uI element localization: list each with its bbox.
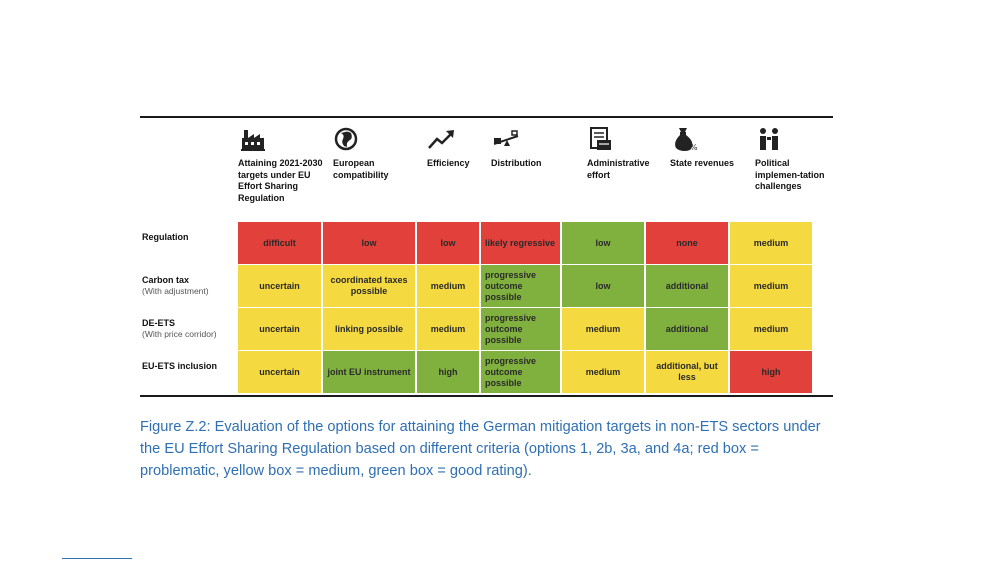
rating-cell: medium <box>562 308 644 350</box>
row-label-sub: (With adjustment) <box>142 286 209 296</box>
rating-cell: additional <box>646 265 728 307</box>
column-header <box>587 118 670 222</box>
rating-cell: low <box>562 222 644 264</box>
rating-cell: difficult <box>238 222 321 264</box>
column-label: Efficiency <box>427 158 470 168</box>
row-label-sub: (With price corridor) <box>142 329 217 339</box>
svg-text:%: % <box>690 143 698 152</box>
table-row <box>140 351 833 393</box>
column-header <box>670 118 755 222</box>
table-row <box>140 308 833 350</box>
people-icon <box>755 126 785 152</box>
row-label-main: EU-ETS inclusion <box>142 361 218 371</box>
rating-cell: medium <box>417 308 479 350</box>
rating-cell: joint EU instrument <box>323 351 415 393</box>
trend-up-icon <box>427 126 457 152</box>
rating-cell: likely regressive <box>481 222 560 264</box>
rating-cell: uncertain <box>238 308 321 350</box>
figure-caption: Figure Z.2: Evaluation of the options for attaining the German mitigation targets in non-ETS sectors under the EU Effort Sharing Regulation based on different criteria (options 1, 2b, 3a, and 4a; red box = problematic, yellow box = medium, green box = good rating). <box>140 419 821 479</box>
column-label: Distribution <box>491 158 542 168</box>
footnote-rule <box>62 558 132 559</box>
table-body <box>140 222 833 393</box>
column-header <box>491 118 587 222</box>
rating-cell: progressive outcome possible <box>481 308 560 350</box>
rating-cell: medium <box>730 222 812 264</box>
money-bag-icon <box>670 126 700 152</box>
rating-cell: uncertain <box>238 351 321 393</box>
column-header <box>755 118 833 222</box>
rating-cell: progressive outcome possible <box>481 351 560 393</box>
rating-cell: coordinated taxes possible <box>323 265 415 307</box>
rating-cell: uncertain <box>238 265 321 307</box>
rating-cell: low <box>417 222 479 264</box>
row-label-main: DE-ETS <box>142 318 176 328</box>
table-row <box>140 222 833 264</box>
bottom-rule <box>140 395 833 397</box>
rating-cell: low <box>562 265 644 307</box>
rating-cell: linking possible <box>323 308 415 350</box>
column-header <box>333 118 427 222</box>
rating-cell: none <box>646 222 728 264</box>
rating-cell: high <box>417 351 479 393</box>
rating-cell: medium <box>730 265 812 307</box>
row-label-main: Regulation <box>142 232 189 242</box>
table-row <box>140 265 833 307</box>
rating-cell: medium <box>730 308 812 350</box>
column-label: Political implemen-tation challenges <box>755 158 825 191</box>
column-label: Administrative effort <box>587 158 650 180</box>
row-label-main: Carbon tax <box>142 275 190 285</box>
row-label <box>140 265 238 307</box>
rating-cell: low <box>323 222 415 264</box>
factory-icon <box>238 126 268 152</box>
column-label: European compatibility <box>333 158 389 180</box>
column-header <box>238 118 333 222</box>
globe-icon <box>333 126 363 152</box>
row-label <box>140 308 238 350</box>
row-label <box>140 222 238 264</box>
rating-cell: high <box>730 351 812 393</box>
column-header <box>427 118 491 222</box>
column-label: State revenues <box>670 158 735 168</box>
rating-cell: medium <box>562 351 644 393</box>
column-label: Attaining 2021-2030 targets under EU Effort Sharing Regulation <box>238 158 323 203</box>
rating-cell: medium <box>417 265 479 307</box>
document-icon <box>587 126 617 152</box>
seesaw-icon <box>491 126 521 152</box>
row-label <box>140 351 238 393</box>
rating-cell: additional, but less <box>646 351 728 393</box>
rating-cell: progressive outcome possible <box>481 265 560 307</box>
rating-cell: additional <box>646 308 728 350</box>
header-row <box>140 118 833 222</box>
evaluation-table <box>140 116 833 397</box>
